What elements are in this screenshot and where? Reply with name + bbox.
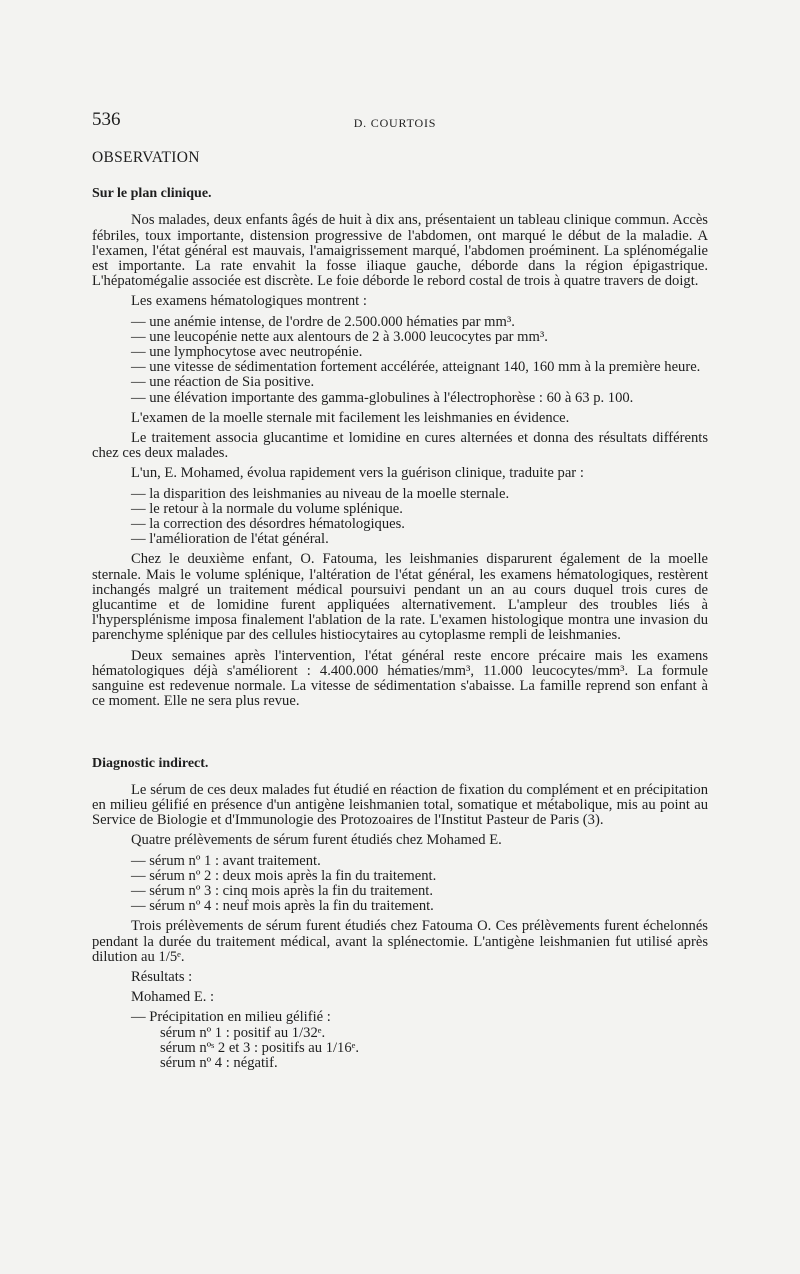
haematology-list bbox=[82, 315, 708, 406]
document-page bbox=[82, 108, 708, 1071]
first-patient-intro: L'un, E. Mohamed, évolua rapidement vers la guérison clinique, traduite par : bbox=[131, 465, 584, 482]
list-item: — une leucopénie nette aux alentours de 2 à 3.000 leucocytes par mm³. bbox=[131, 328, 548, 345]
results-label: Résultats : bbox=[131, 968, 193, 985]
list-item: — la correction des désordres hématologiques. bbox=[131, 516, 405, 533]
clinical-intro-paragraph: Nos malades, deux enfants âgés de huit à dix ans, présentaient un tableau clinique commun. Accès fébriles, toux importante, distension progressive de l'abdomen, ont marqué le début de la maladie. A l'examen, l'état général est mauvais, l'amaigrissement marqué, l'abdomen proéminent. La splénomégalie est importante. La rate envahit la fosse iliaque gauche, déborde dans la région épigastrique. L'hépatomégalie associée est discrète. Le foie déborde le rebord costal de trois à quatre travers de doigt. bbox=[92, 212, 708, 290]
treatment-paragraph: Le traitement associa glucantime et lomidine en cures alternées et donna des résultats différents chez ces deux malades. bbox=[92, 430, 708, 462]
precipitation-label: — Précipitation en milieu gélifié : bbox=[131, 1009, 331, 1026]
serum-study-paragraph: Le sérum de ces deux malades fut étudié en réaction de fixation du complément et en précipitation en milieu gélifié en présence d'un antigène leishmanien total, somatique et métabolique, mis au point au Service de Biologie et d'Immunologie des Protozoaires de l'Institut Pasteur de Paris (3). bbox=[92, 781, 708, 829]
list-item: — une élévation importante des gamma-globulines à l'électrophorèse : 60 à 63 p. 100. bbox=[131, 389, 634, 406]
precipitation-result: sérum nºˢ 2 et 3 : positifs au 1/16ᵉ. bbox=[160, 1039, 360, 1056]
list-item: — la disparition des leishmanies au niveau de la moelle sternale. bbox=[131, 485, 510, 502]
list-item: — sérum nº 1 : avant traitement. bbox=[131, 852, 321, 869]
list-item: — le retour à la normale du volume splénique. bbox=[131, 500, 403, 517]
mohamed-results-label: Mohamed E. : bbox=[131, 989, 215, 1006]
list-item: — une réaction de Sia positive. bbox=[131, 374, 315, 391]
list-item: — sérum nº 3 : cinq mois après la fin du traitement. bbox=[131, 882, 434, 899]
list-item: — sérum nº 4 : neuf mois après la fin du traitement. bbox=[131, 898, 434, 915]
page-header bbox=[82, 108, 708, 138]
running-head: D. COURTOIS bbox=[353, 116, 437, 130]
haematology-intro: Les examens hématologiques montrent : bbox=[131, 293, 367, 310]
recovery-list bbox=[82, 487, 708, 548]
second-patient-paragraph: Chez le deuxième enfant, O. Fatouma, les leishmanies disparurent également de la moelle sternale. Mais le volume splénique, l'altération de l'état général, les examens hématologiques, restèrent inchangés malgré un traitement médical poursuivi pendant un an au cours duquel trois cures de glucantime et de lomidine furent appliquées alternativement. L'ampleur des troubles liés à l'hypersplénisme imposa finalement l'ablation de la rate. L'examen histologique montra une invasion du parenchyme splénique par des cellules histiocytaires au cytoplasme rempli de leishmanies. bbox=[92, 551, 708, 644]
list-item: — une lymphocytose avec neutropénie. bbox=[131, 344, 363, 361]
list-item: — sérum nº 2 : deux mois après la fin du traitement. bbox=[131, 867, 437, 884]
indirect-diagnosis-heading: Diagnostic indirect. bbox=[92, 755, 209, 771]
page-number: 536 bbox=[92, 109, 121, 130]
serum-list bbox=[82, 854, 708, 915]
fatouma-samples-paragraph: Trois prélèvements de sérum furent étudiés chez Fatouma O. Ces prélèvements furent échelonnés pendant la durée du traitement médical, avant la splénectomie. L'antigène leishmanien fut utilisé après dilution au 1/5ᵉ. bbox=[92, 918, 708, 965]
precipitation-result: sérum nº 4 : négatif. bbox=[160, 1054, 278, 1071]
marrow-paragraph: L'examen de la moelle sternale mit facilement les leishmanies en évidence. bbox=[131, 409, 570, 426]
list-item: — une vitesse de sédimentation fortement accélérée, atteignant 140, 160 mm à la première heure. bbox=[131, 359, 701, 376]
observation-title: OBSERVATION bbox=[92, 149, 200, 166]
precipitation-result: sérum nº 1 : positif au 1/32ᵉ. bbox=[160, 1024, 326, 1041]
post-surgery-paragraph: Deux semaines après l'intervention, l'état général reste encore précaire mais les examens hématologiques déjà s'améliorent : 4.400.000 hématies/mm³, 11.000 leucocytes/mm³. La formule sanguine est redevenue normale. La vitesse de sédimentation s'abaisse. La famille reprend son enfant à ce moment. Elle ne sera plus revue. bbox=[92, 647, 708, 710]
clinical-heading: Sur le plan clinique. bbox=[92, 186, 212, 202]
mohamed-samples-intro: Quatre prélèvements de sérum furent étudiés chez Mohamed E. bbox=[131, 832, 502, 849]
list-item: — une anémie intense, de l'ordre de 2.500.000 hématies par mm³. bbox=[131, 313, 515, 330]
list-item: — l'amélioration de l'état général. bbox=[131, 531, 329, 548]
